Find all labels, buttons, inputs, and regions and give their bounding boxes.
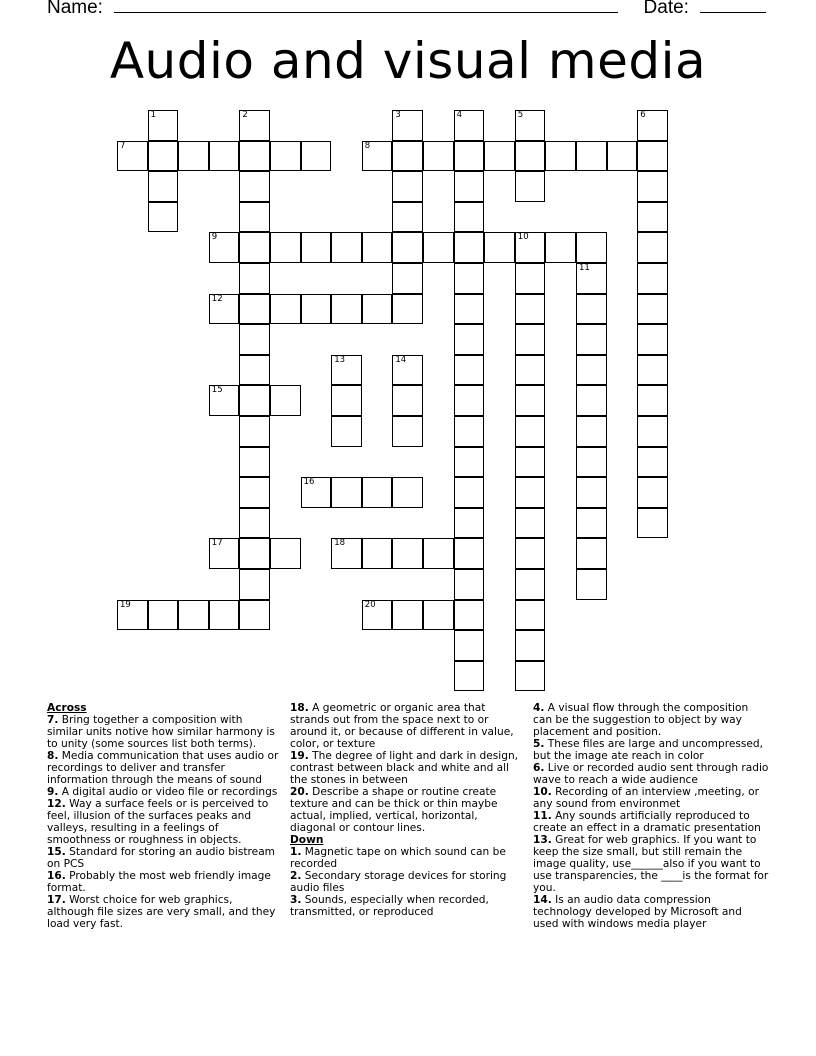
grid-cell[interactable]: [545, 141, 576, 172]
clue-number: 10: [517, 232, 529, 243]
clue-item: [533, 762, 769, 786]
clue-text: Worst choice for web graphics, although file sizes are very small, and they load very fast.: [47, 894, 276, 930]
grid-cell[interactable]: [454, 600, 485, 631]
grid-cell[interactable]: [239, 477, 270, 508]
grid-cell[interactable]: [515, 110, 546, 141]
clue-item: [533, 810, 769, 834]
grid-cell[interactable]: [515, 385, 546, 416]
clue-item: [47, 846, 279, 870]
clue-number: 8: [364, 140, 371, 151]
clue-item: [47, 798, 279, 846]
clue-text: Secondary storage devices for storing audio files: [290, 870, 507, 894]
grid-cell[interactable]: [637, 232, 668, 263]
grid-cell[interactable]: [331, 385, 362, 416]
clue-text: Standard for storing an audio bistream on PCS: [47, 846, 275, 870]
grid-cell[interactable]: [239, 232, 270, 263]
clue-text: Any sounds artificially reproduced to create an effect in a dramatic presentation: [533, 810, 761, 834]
grid-cell[interactable]: [454, 416, 485, 447]
grid-cell[interactable]: [270, 385, 301, 416]
grid-cell[interactable]: [362, 538, 393, 569]
grid-cell[interactable]: [301, 477, 332, 508]
grid-cell[interactable]: [515, 263, 546, 294]
clue-number: 15: [211, 385, 223, 396]
clue-text: A digital audio or video file or recordings: [61, 786, 278, 798]
grid-cell[interactable]: [637, 508, 668, 539]
grid-cell[interactable]: [392, 538, 423, 569]
clue-item: [47, 894, 279, 930]
grid-cell[interactable]: [576, 232, 607, 263]
grid-cell[interactable]: [545, 232, 576, 263]
grid-cell[interactable]: [392, 263, 423, 294]
grid-cell[interactable]: [637, 202, 668, 233]
grid-cell[interactable]: [331, 232, 362, 263]
clue-item: [47, 750, 279, 786]
clue-text: The degree of light and dark in design, contrast between black and white and all the stones in between: [290, 750, 519, 786]
grid-cell[interactable]: [484, 141, 515, 172]
clue-number-label: 20.: [290, 786, 309, 798]
clue-number-label: 15.: [47, 846, 66, 858]
grid-cell[interactable]: [515, 141, 546, 172]
clue-number: 7: [120, 140, 126, 151]
grid-cell[interactable]: [607, 141, 638, 172]
grid-cell[interactable]: [515, 477, 546, 508]
grid-cell[interactable]: [392, 385, 423, 416]
clue-item: [290, 786, 522, 834]
grid-cell[interactable]: [239, 416, 270, 447]
clue-text: Live or recorded audio sent through radio wave to reach a wide audience: [533, 762, 769, 786]
clue-number-label: 3.: [290, 894, 302, 906]
grid-cell[interactable]: [331, 294, 362, 325]
grid-cell[interactable]: [148, 171, 179, 202]
grid-cell[interactable]: [239, 202, 270, 233]
clue-number: 18: [334, 538, 346, 549]
grid-cell[interactable]: [362, 294, 393, 325]
grid-cell[interactable]: [454, 538, 485, 569]
grid-cell[interactable]: [454, 324, 485, 355]
clue-item: [47, 714, 279, 750]
grid-cell[interactable]: [515, 447, 546, 478]
clue-item: [533, 894, 769, 930]
clue-number-label: 6.: [533, 762, 545, 774]
grid-cell[interactable]: [362, 141, 393, 172]
clue-number-label: 5.: [533, 738, 545, 750]
clue-item: [290, 750, 522, 786]
clue-number: 19: [120, 599, 131, 610]
clue-number-label: 11.: [533, 810, 552, 822]
grid-cell[interactable]: [209, 294, 240, 325]
grid-cell[interactable]: [576, 508, 607, 539]
grid-cell[interactable]: [454, 294, 485, 325]
grid-cell[interactable]: [239, 569, 270, 600]
grid-cell[interactable]: [576, 416, 607, 447]
grid-cell[interactable]: [454, 508, 485, 539]
clue-number: 12: [211, 293, 223, 304]
name-label: Name:: [47, 0, 103, 18]
grid-cell[interactable]: [148, 202, 179, 233]
grid-cell[interactable]: [576, 447, 607, 478]
clue-number: 16: [303, 477, 315, 488]
clue-text: Is an audio data compression technology developed by Microsoft and used with windows media player: [533, 894, 742, 930]
grid-cell[interactable]: [239, 294, 270, 325]
grid-cell[interactable]: [515, 171, 546, 202]
grid-cell[interactable]: [515, 569, 546, 600]
clue-number: 11: [579, 263, 590, 273]
clue-item: [533, 834, 769, 894]
clue-item: [290, 846, 522, 870]
grid-cell[interactable]: [515, 355, 546, 386]
grid-cell[interactable]: [209, 232, 240, 263]
clue-number-label: 17.: [47, 894, 66, 906]
clue-number-label: 13.: [533, 834, 552, 846]
grid-cell[interactable]: [423, 141, 454, 172]
clue-text: A geometric or organic area that strands out from the space next to or around it, or because of different in value, color, or texture: [290, 702, 514, 750]
clues-column-3: [533, 702, 769, 930]
across-heading: Across: [47, 702, 87, 714]
grid-cell[interactable]: [515, 508, 546, 539]
clue-item: [533, 702, 769, 738]
grid-cell[interactable]: [331, 355, 362, 386]
grid-cell[interactable]: [331, 538, 362, 569]
clue-number-label: 12.: [47, 798, 66, 810]
grid-cell[interactable]: [209, 141, 240, 172]
grid-cell[interactable]: [362, 477, 393, 508]
clue-number: 9: [211, 232, 218, 243]
grid-cell[interactable]: [576, 294, 607, 325]
grid-cell[interactable]: [576, 355, 607, 386]
grid-cell[interactable]: [515, 294, 546, 325]
clue-text: Recording of an interview ,meeting, or any sound from environmet: [533, 786, 759, 810]
clue-number-label: 8.: [47, 750, 59, 762]
grid-cell[interactable]: [239, 263, 270, 294]
clue-number: 2: [242, 110, 248, 120]
clue-number-label: 16.: [47, 870, 66, 882]
grid-cell[interactable]: [454, 477, 485, 508]
grid-cell[interactable]: [637, 385, 668, 416]
grid-cell[interactable]: [576, 569, 607, 600]
grid-cell[interactable]: [301, 294, 332, 325]
grid-cell[interactable]: [454, 385, 485, 416]
clue-number: 17: [211, 538, 223, 549]
grid-cell[interactable]: [392, 171, 423, 202]
grid-cell[interactable]: [637, 477, 668, 508]
grid-cell[interactable]: [637, 416, 668, 447]
grid-cell[interactable]: [423, 232, 454, 263]
grid-cell[interactable]: [423, 600, 454, 631]
grid-cell[interactable]: [270, 232, 301, 263]
grid-cell[interactable]: [454, 661, 485, 692]
grid-cell[interactable]: [454, 447, 485, 478]
clue-number: 1: [150, 110, 157, 120]
clues-column-1: [47, 702, 279, 930]
clue-number: 6: [640, 110, 646, 120]
grid-cell[interactable]: [239, 171, 270, 202]
clue-number-label: 18.: [290, 702, 309, 714]
grid-cell[interactable]: [454, 171, 485, 202]
grid-cell[interactable]: [454, 141, 485, 172]
clue-item: [290, 894, 522, 918]
grid-cell[interactable]: [148, 600, 179, 631]
grid-cell[interactable]: [362, 600, 393, 631]
clue-item: [533, 738, 769, 762]
clues-column-2: [290, 702, 522, 918]
clue-item: [47, 870, 279, 894]
grid-cell[interactable]: [239, 508, 270, 539]
grid-cell[interactable]: [392, 232, 423, 263]
clue-number-label: 14.: [533, 894, 552, 906]
grid-cell[interactable]: [637, 110, 668, 141]
grid-cell[interactable]: [239, 600, 270, 631]
grid-cell[interactable]: [148, 110, 179, 141]
clue-text: Great for web graphics. If you want to keep the size small, but still remain the image quality, use______also if you want to use transparencies, the ____is the format for you.: [533, 834, 769, 894]
clue-text: Media communication that uses audio or recordings to deliver and transfer information through the means of sound: [47, 750, 279, 786]
clue-number-label: 9.: [47, 786, 59, 798]
grid-cell[interactable]: [637, 263, 668, 294]
grid-cell[interactable]: [576, 385, 607, 416]
date-label: Date:: [643, 0, 689, 18]
grid-cell[interactable]: [239, 538, 270, 569]
grid-cell[interactable]: [515, 538, 546, 569]
down-heading: Down: [290, 834, 324, 846]
grid-cell[interactable]: [331, 477, 362, 508]
grid-cell[interactable]: [392, 294, 423, 325]
grid-cell[interactable]: [178, 600, 209, 631]
grid-cell[interactable]: [392, 477, 423, 508]
grid-cell[interactable]: [515, 232, 546, 263]
grid-cell[interactable]: [148, 141, 179, 172]
grid-cell[interactable]: [209, 538, 240, 569]
grid-cell[interactable]: [392, 355, 423, 386]
grid-cell[interactable]: [576, 141, 607, 172]
grid-cell[interactable]: [209, 600, 240, 631]
grid-cell[interactable]: [454, 355, 485, 386]
clue-text: Bring together a composition with similar units notive how similar harmony is to unity (some sources list both terms).: [47, 714, 275, 750]
grid-cell[interactable]: [392, 416, 423, 447]
clue-item: [47, 786, 279, 798]
grid-cell[interactable]: [392, 202, 423, 233]
clue-number: 13: [334, 354, 346, 365]
clue-number-label: 10.: [533, 786, 552, 798]
grid-cell[interactable]: [239, 110, 270, 141]
clue-number-label: 4.: [533, 702, 545, 714]
grid-cell[interactable]: [637, 294, 668, 325]
clue-number-label: 2.: [290, 870, 302, 882]
clue-item: [533, 786, 769, 810]
grid-cell[interactable]: [454, 202, 485, 233]
grid-cell[interactable]: [637, 141, 668, 172]
grid-cell[interactable]: [484, 232, 515, 263]
grid-cell[interactable]: [392, 141, 423, 172]
grid-cell[interactable]: [637, 171, 668, 202]
grid-cell[interactable]: [239, 141, 270, 172]
grid-cell[interactable]: [576, 263, 607, 294]
grid-cell[interactable]: [423, 538, 454, 569]
grid-cell[interactable]: [576, 324, 607, 355]
grid-cell[interactable]: [576, 477, 607, 508]
grid-cell[interactable]: [637, 324, 668, 355]
grid-cell[interactable]: [454, 110, 485, 141]
grid-cell[interactable]: [239, 355, 270, 386]
grid-cell[interactable]: [178, 141, 209, 172]
grid-cell[interactable]: [209, 385, 240, 416]
grid-cell[interactable]: [270, 538, 301, 569]
grid-cell[interactable]: [454, 630, 485, 661]
grid-cell[interactable]: [637, 355, 668, 386]
grid-cell[interactable]: [637, 447, 668, 478]
clue-number-label: 7.: [47, 714, 59, 726]
clue-number: 20: [364, 599, 376, 610]
grid-cell[interactable]: [270, 141, 301, 172]
grid-cell[interactable]: [515, 600, 546, 631]
clue-item: [290, 870, 522, 894]
clue-text: Sounds, especially when recorded, transmitted, or reproduced: [290, 894, 489, 918]
clue-text: Describe a shape or routine create texture and can be thick or thin maybe actual, implied, vertical, horizontal, diagonal or contour lines.: [290, 786, 498, 834]
grid-cell[interactable]: [331, 416, 362, 447]
grid-cell[interactable]: [301, 141, 332, 172]
grid-cell[interactable]: [117, 141, 148, 172]
clue-text: Probably the most web friendly image format.: [47, 870, 271, 894]
grid-cell[interactable]: [270, 294, 301, 325]
clue-text: Way a surface feels or is perceived to feel, illusion of the surfaces peaks and valleys, resulting in a feelings of smoothness or roughness in objects.: [47, 798, 269, 846]
grid-cell[interactable]: [239, 324, 270, 355]
grid-cell[interactable]: [454, 232, 485, 263]
grid-cell[interactable]: [515, 661, 546, 692]
grid-cell[interactable]: [454, 263, 485, 294]
grid-cell[interactable]: [117, 600, 148, 631]
grid-cell[interactable]: [515, 416, 546, 447]
grid-cell[interactable]: [576, 538, 607, 569]
clue-text: These files are large and uncompressed, but the image ate reach in color: [533, 738, 763, 762]
clue-number: 3: [395, 110, 401, 120]
grid-cell[interactable]: [454, 569, 485, 600]
clue-text: A visual flow through the composition can be the suggestion to object by way placement and position.: [533, 702, 749, 738]
grid-cell[interactable]: [239, 385, 270, 416]
grid-cell[interactable]: [239, 447, 270, 478]
grid-cell[interactable]: [392, 600, 423, 631]
clue-number-label: 19.: [290, 750, 309, 762]
grid-cell[interactable]: [301, 232, 332, 263]
clue-number: 5: [517, 110, 524, 120]
clue-number: 14: [395, 354, 407, 365]
grid-cell[interactable]: [362, 232, 393, 263]
clue-item: [290, 702, 522, 750]
grid-cell[interactable]: [392, 110, 423, 141]
clue-number: 4: [456, 110, 463, 120]
grid-cell[interactable]: [515, 324, 546, 355]
clue-number-label: 1.: [290, 846, 302, 858]
grid-cell[interactable]: [515, 630, 546, 661]
page-title: Audio and visual media: [109, 32, 707, 90]
clue-text: Magnetic tape on which sound can be recorded: [290, 846, 506, 870]
